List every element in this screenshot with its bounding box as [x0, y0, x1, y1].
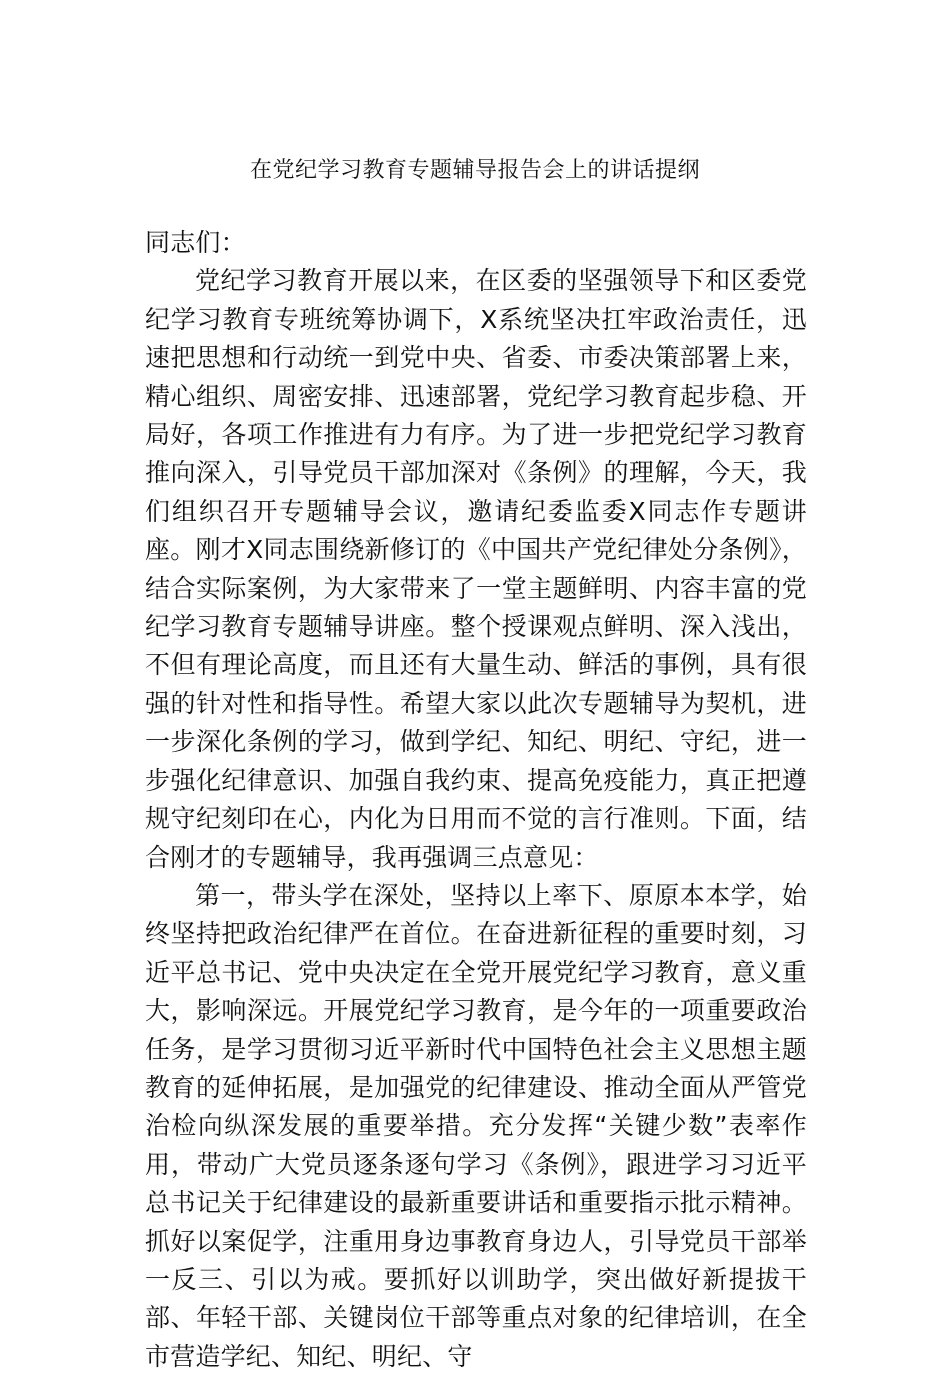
- document-title: 在党纪学习教育专题辅导报告会上的讲话提纲: [249, 158, 700, 183]
- paragraph-intro: 党纪学习教育开展以来，在区委的坚强领导下和区委党纪学习教育专班统筹协调下，X系统坚决扛牢政治责任，迅速把思想和行动统一到党中央、省委、市委决策部署上来，精心组织、周密安排、迅速部署，党纪学习教育起步稳、开局好，各项工作推进有力有序。为了进一步把党纪学习教育推向深入，引导党员干部加深对《条例》的理解，今天，我们组织召开专题辅导会议，邀请纪委监委X同志作专题讲座。刚才X同志围绕新修订的《中国共产党纪律处分条例》，结合实际案例，为大家带来了一堂主题鲜明、内容丰富的党纪学习教育专题辅导讲座。整个授课观点鲜明、深入浅出，不但有理论高度，而且还有大量生动、鲜活的事例，具有很强的针对性和指导性。希望大家以此次专题辅导为契机，进一步深化条例的学习，做到学纪、知纪、明纪、守纪，进一步强化纪律意识、加强自我约束、提高免疫能力，真正把遵规守纪刻印在心，内化为日用而不觉的言行准则。下面，结合刚才的专题辅导，我再强调三点意见：: [145, 266, 807, 872]
- greeting: 同志们：: [145, 228, 246, 257]
- document-body: [145, 224, 807, 1376]
- paragraph-first-point: 第一，带头学在深处，坚持以上率下、原原本本学，始终坚持把政治纪律严在首位。在奋进新征程的重要时刻，习近平总书记、党中央决定在全党开展党纪学习教育，意义重大，影响深远。开展党纪学习教育，是今年的一项重要政治任务，是学习贯彻习近平新时代中国特色社会主义思想主题教育的延伸拓展，是加强党的纪律建设、推动全面从严管党治检向纵深发展的重要举措。充分发挥“关键少数”表率作用，带动广大党员逐条逐句学习《条例》，跟进学习习近平总书记关于纪律建设的最新重要讲话和重要指示批示精神。抓好以案促学，注重用身边事教育身边人，引导党员干部举一反三、引以为戒。要抓好以训助学，突出做好新提拔干部、年轻干部、关键岗位干部等重点对象的纪律培训，在全市营造学纪、知纪、明纪、守: [145, 880, 807, 1371]
